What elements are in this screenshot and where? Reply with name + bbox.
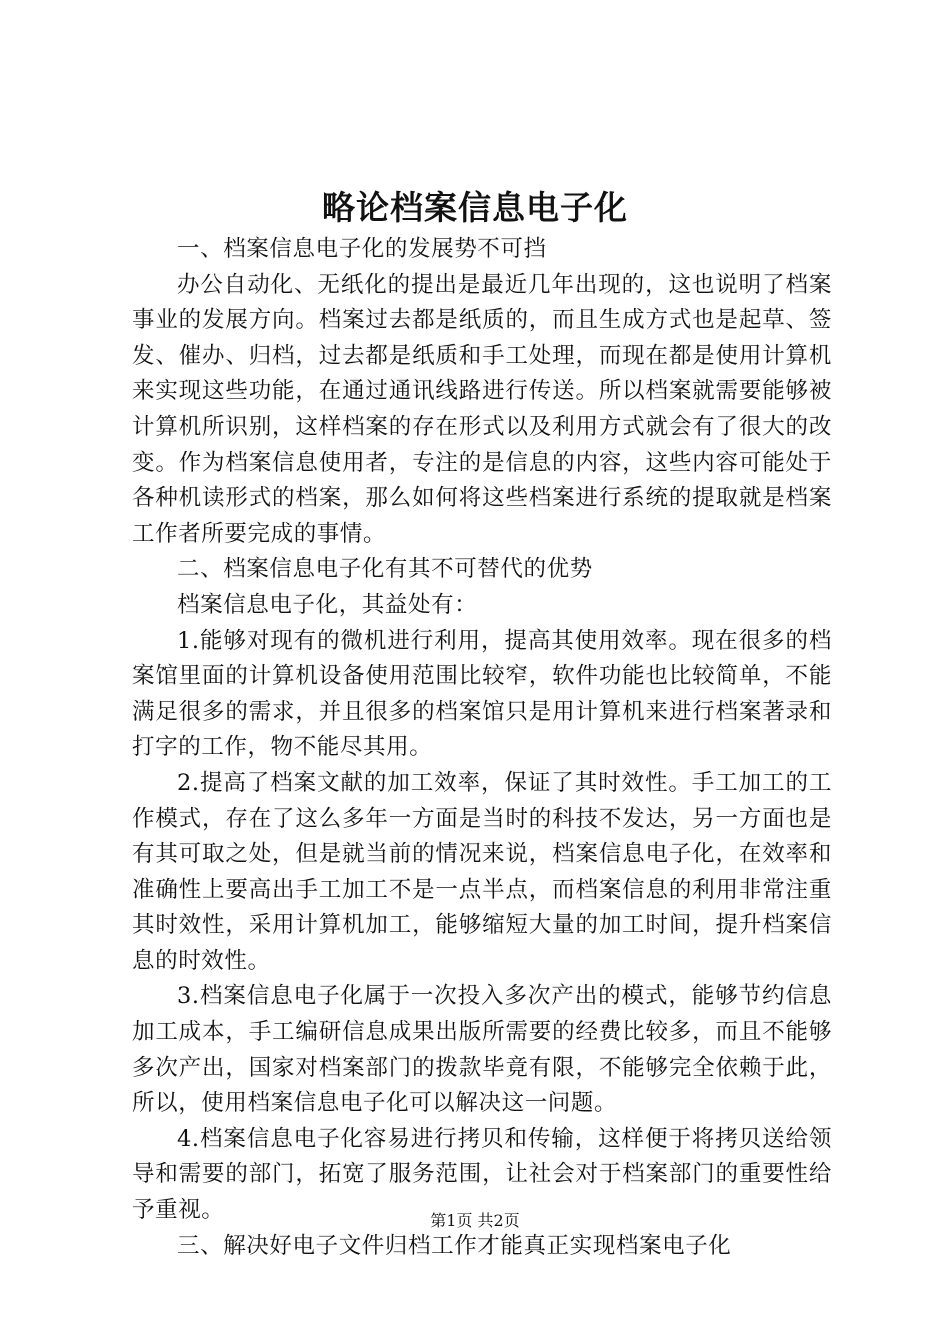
section-heading-3: 三、解决好电子文件归档工作才能真正实现档案电子化 xyxy=(177,1232,732,1259)
section-heading-1: 一、档案信息电子化的发展势不可挡 xyxy=(177,236,547,262)
paragraph-benefit-1: 1.能够对现有的微机进行利用，提高其使用效率。现在很多的档案馆里面的计算机设备使用范围比较窄，软件功能也比较简单，不能满足很多的需求，并且很多的档案馆只是用计算机来进行档案著录和打字的工作，物不能尽其用。 xyxy=(132,627,832,761)
paragraph-benefit-3: 3.档案信息电子化属于一次投入多次产出的模式，能够节约信息加工成本，手工编研信息成果出版所需要的经费比较多，而且不能够多次产出，国家对档案部门的拨款毕竟有限，不能够完全依赖于此，所以，使用档案信息电子化可以解决这一问题。 xyxy=(132,983,832,1117)
paragraph-benefit-2: 2.提高了档案文献的加工效率，保证了其时效性。手工加工的工作模式，存在了这么多年一方面是当时的科技不发达，另一方面也是有其可取之处，但是就当前的情况来说，档案信息电子化，在效率和准确性上要高出手工加工不是一点半点，而档案信息的利用非常注重其时效性，采用计算机加工，能够缩短大量的加工时间，提升档案信息的时效性。 xyxy=(132,769,832,974)
page-number-footer: 第1页 共2页 xyxy=(430,1211,520,1230)
paragraph-benefits-lead: 档案信息电子化，其益处有： xyxy=(177,591,478,618)
document-title: 略论档案信息电子化 xyxy=(322,188,628,227)
paragraph-benefit-4: 4.档案信息电子化容易进行拷贝和传输，这样便于将拷贝送给领导和需要的部门，拓宽了服务范围，让社会对于档案部门的重要性给予重视。 xyxy=(132,1125,832,1224)
document-body xyxy=(132,232,832,1264)
paragraph-intro: 办公自动化、无纸化的提出是最近几年出现的，这也说明了档案事业的发展方向。档案过去都是纸质的，而且生成方式也是起草、签发、催办、归档，过去都是纸质和手工处理，而现在都是使用计算机来实现这些功能，在通过通讯线路进行传送。所以档案就需要能够被计算机所识别，这样档案的存在形式以及利用方式就会有了很大的改变。作为档案信息使用者，专注的是信息的内容，这些内容可能处于各种机读形式的档案，那么如何将这些档案进行系统的提取就是档案工作者所要完成的事情。 xyxy=(132,271,832,547)
section-heading-2: 二、档案信息电子化有其不可替代的优势 xyxy=(177,556,593,583)
